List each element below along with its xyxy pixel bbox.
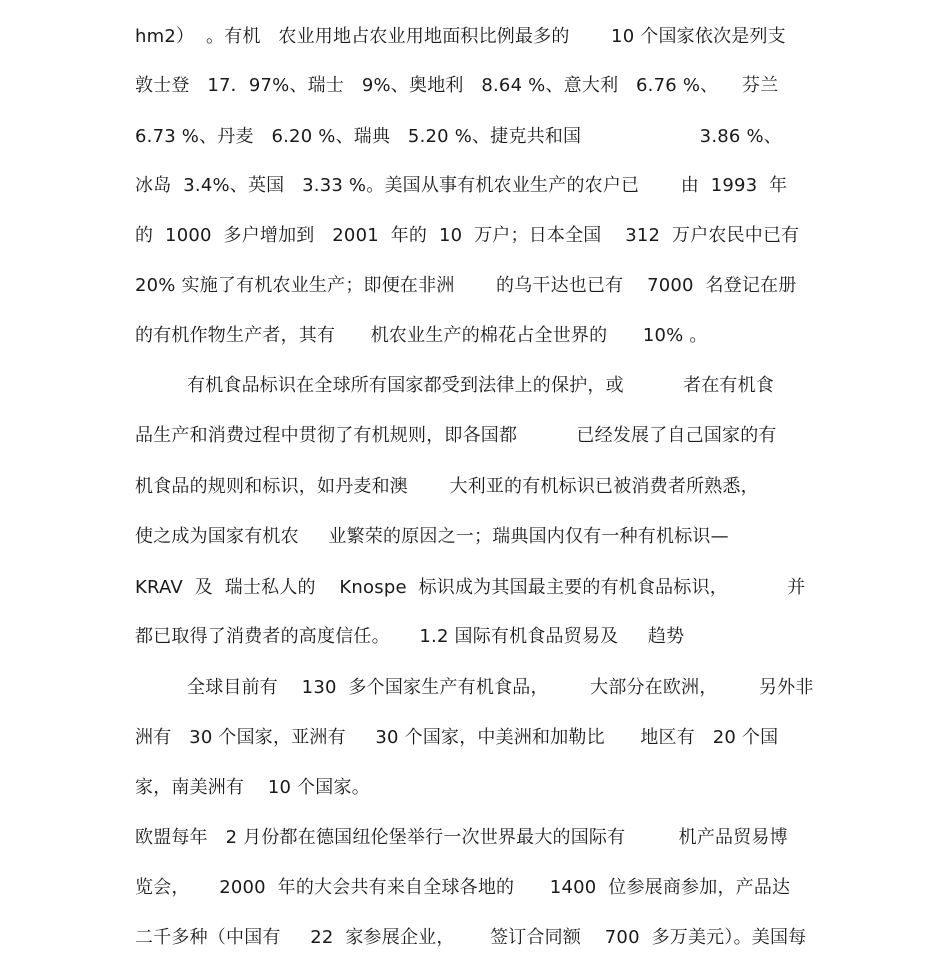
text-line: 敦士登 17．97%、瑞士 9%、奥地利 8.64 %、意大利 6.76 %、 芬兰 [135, 75, 779, 96]
text-line: 览会， 2000 年的大会共有来自全球各地的 1400 位参展商参加，产品达 [135, 877, 791, 898]
text-line: 机食品的规则和标识，如丹麦和澳 大利亚的有机标识已被消费者所熟悉， [135, 476, 759, 497]
text-line: 20% 实施了有机农业生产；即便在非洲 的乌干达也已有 7000 名登记在册 [135, 275, 797, 296]
text-line: 6.73 %、丹麦 6.20 %、瑞典 5.20 %、捷克共和国 3.86 %、 [135, 126, 782, 147]
text-line: 的有机作物生产者，其有 机农业生产的棉花占全世界的 10% 。 [135, 325, 708, 346]
text-line: hm2） 。有机 农业用地占农业用地面积比例最多的 10 个国家依次是列支 [135, 26, 786, 47]
text-line: 二千多种（中国有 22 家参展企业， 签订合同额 700 多万美元）。美国每 [135, 927, 807, 948]
text-line: 都已取得了消费者的高度信任。 1.2 国际有机食品贸易及 趋势 [135, 626, 685, 647]
text-line: 洲有 30 个国家，亚洲有 30 个国家，中美洲和加勒比 地区有 20 个国 [135, 727, 779, 748]
text-line: 的 1000 多户增加到 2001 年的 10 万户；日本全国 312 万户农民中已有 [135, 225, 800, 246]
paragraph-first-line: 有机食品标识在全球所有国家都受到法律上的保护，或 者在有机食 [187, 375, 775, 396]
text-line: KRAV 及 瑞士私人的 Knospe 标识成为其国最主要的有机食品标识， 并 [135, 577, 806, 598]
text-line: 品生产和消费过程中贯彻了有机规则，即各国都 已经发展了自己国家的有 [135, 425, 777, 446]
text-line: 冰岛 3.4%、英国 3.33 %。美国从事有机农业生产的农户已 由 1993 年 [135, 175, 788, 196]
text-line: 使之成为国家有机农 业繁荣的原因之一；瑞典国内仅有一种有机标识— [135, 526, 729, 547]
text-line: 欧盟每年 2 月份都在德国纽伦堡举行一次世界最大的国际有 机产品贸易博 [135, 827, 788, 848]
text-line: 家，南美洲有 10 个国家。 [135, 777, 370, 798]
paragraph-first-line: 全球目前有 130 多个国家生产有机食品， 大部分在欧洲， 另外非 [187, 677, 814, 698]
